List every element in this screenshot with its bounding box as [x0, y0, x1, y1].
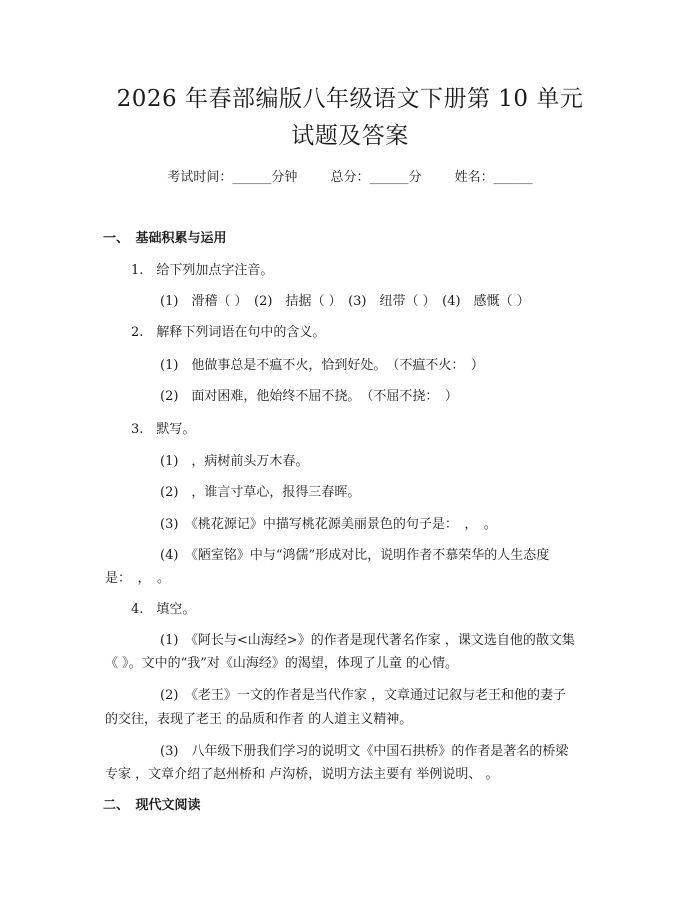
question-4-2-continued: 的交往，表现了老王 的品质和作者 的人道主义精神。 [105, 712, 413, 727]
question-3-3: (3) 《桃花源记》中描写桃花源美丽景色的句子是： ， 。 [160, 517, 497, 532]
question-4: 4. 填空。 [131, 602, 196, 617]
question-3-2: (2) ，谁言寸草心，报得三春晖。 [160, 485, 361, 500]
question-3: 3. 默写。 [131, 422, 196, 437]
question-2-1: (1) 他做事总是不瘟不火，恰到好处。 （不瘟不火： ） [160, 358, 484, 373]
section-heading-2: 二、 现代文阅读 [103, 798, 201, 813]
total-score: 总分：______分 [330, 170, 422, 185]
question-4-3: (3) 八年级下册我们学习的说明文《中国石拱桥》的作者是著名的桥梁 [160, 744, 569, 759]
question-4-1-continued: 《 》。文中的“我”对《山海经》的渴望，体现了儿童 的心情。 [105, 656, 459, 671]
question-4-1: (1) 《阿长与<山海经>》的作者是现代著名作家 ，课文选自他的散文集 [160, 633, 575, 648]
question-3-1: (1) ，病树前头万木春。 [160, 454, 309, 469]
question-4-3-continued: 专家 ，文章介绍了赵州桥和 卢沟桥，说明方法主要有 举例说明、 。 [105, 767, 499, 782]
question-3-4: (4) 《陋室铭》中与“鸿儒”形成对比，说明作者不慕荣华的人生态度 [160, 548, 550, 563]
question-2-2: (2) 面对困难，他始终不屈不挠。 （不屈不挠： ） [160, 389, 458, 404]
student-name: 姓名：______ [454, 170, 533, 185]
question-1-items: (1) 滑稽（ ） (2) 拮据（ ） (3) 纽带（ ） (4) 感慨（ ） [160, 294, 530, 309]
section-heading-1: 一、 基础积累与运用 [103, 231, 227, 246]
question-1: 1. 给下列加点字注音。 [131, 263, 274, 278]
exam-info [0, 168, 700, 188]
question-3-4-continued: 是： ， 。 [105, 571, 171, 586]
document-title: 2026 年春部编版八年级语文下册第 10 单元 [116, 86, 584, 112]
exam-time: 考试时间：______分钟 [167, 170, 298, 185]
question-4-2: (2) 《老王》一文的作者是当代作家 ，文章通过记叙与老王和他的妻子 [160, 688, 567, 703]
question-2: 2. 解释下列词语在句中的含义。 [131, 325, 326, 340]
document-title-continued: 试题及答案 [291, 123, 409, 149]
